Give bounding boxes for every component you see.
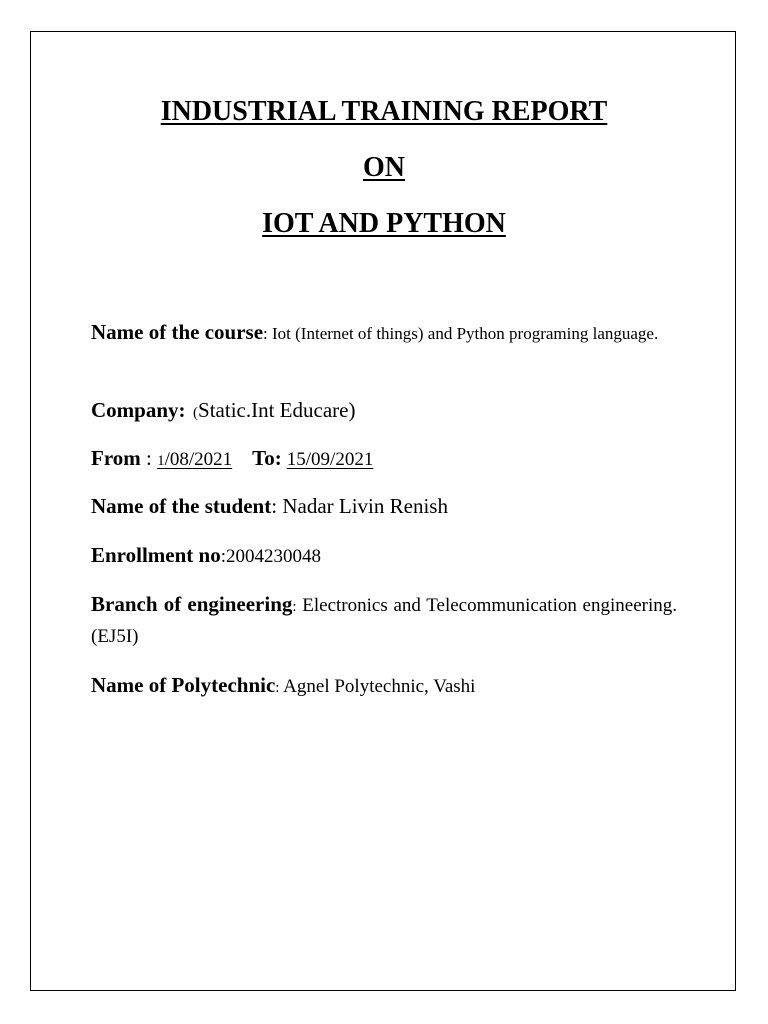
branch-label: Branch of engineering [91,592,293,616]
polytechnic-value: Agnel Polytechnic, Vashi [279,676,476,697]
enrollment-field [91,540,677,573]
course-field [91,317,677,350]
student-label: Name of the student [91,494,272,518]
student-field [91,491,677,524]
from-date [157,449,233,470]
company-open-paren: ( [185,405,199,421]
from-separator: : [140,446,158,470]
polytechnic-field [91,670,677,703]
to-label: To [252,446,275,470]
dates-field [91,443,677,476]
enrollment-value: 2004230048 [226,546,321,567]
company-field [91,395,677,428]
from-label: From [91,446,141,470]
company-separator: : [178,398,186,422]
report-title: INDUSTRIAL TRAINING REPORT [160,96,608,127]
polytechnic-separator: : [275,680,280,696]
student-value: Nadar Livin Renish [277,494,448,518]
course-separator: : [263,324,268,343]
enrollment-label: Enrollment no [91,543,221,567]
student-separator: : [271,494,278,518]
company-label: Company [91,398,179,422]
report-subject: IOT AND PYTHON [262,208,506,239]
report-title-on: ON [363,152,405,183]
from-date-value: /08/2021 [164,449,233,470]
branch-field [91,589,677,653]
to-separator: : [274,446,282,470]
enrollment-separator: : [220,546,226,567]
course-label: Name of the course [91,320,264,344]
course-value: Iot (Internet of things) and Python programing language. [267,324,659,343]
branch-separator: : [292,599,297,615]
company-value: Static.Int Educare) [198,398,356,422]
branch-value: Electronics and Telecommunication engineering.(EJ5I) [91,595,677,647]
polytechnic-label: Name of Polytechnic [91,673,276,697]
from-date-prefix: 1 [157,453,165,469]
to-date: 15/09/2021 [286,449,374,470]
